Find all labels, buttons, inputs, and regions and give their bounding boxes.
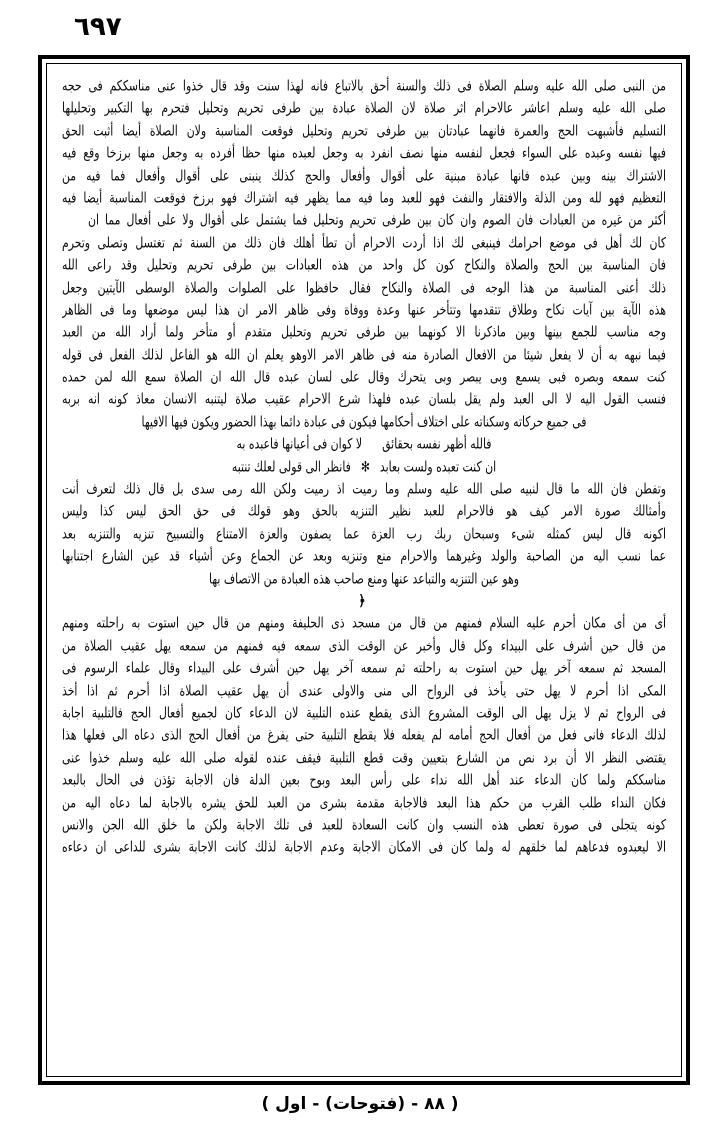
body-line-text: فنسب القول اليه لا الى العبد ولم يقل بلسان عبده فلهذا شرع الاحرام عقيب صلاة ليتنبه الانسان معاذ كونه انه بربه — [62, 391, 666, 408]
body-line-text: كونه يتجلى فى صورة تعطى هذه النسب وان كانت السعادة للعبد فى تلك الاجابة ولكن ما خلق الله الجن والانس — [62, 816, 666, 834]
body-line-text: عما نسب اليه من الصاحبة والولد وغيرهما والاحرام منع وتنزيه وبعد عن الجماع وعن أشياء قد عين الشارع اجتنابها — [62, 547, 666, 565]
verse-hemistich-2: لا كوان فى أعيانها فاعبده به — [236, 435, 363, 453]
body-line-text: فى جميع حركاته وسكناته على اختلاف أحكامها فيكون فى عبادة دائما بهذا الحضور ويكون فيها الافيها — [141, 413, 587, 431]
body-line-text: الا ليعبدوه فدعاهم لما خلقهم له ولما كان فى الامكان الاجابة وعدم الاجابة لذلك كانت الاجابة بشرى للداعى ان دعاءه — [62, 839, 666, 856]
body-line-text: فى الرواح ثم لا يزل يهل الى الوقت المشروع الذى يقطع عنده التلبية لان الدعاء كان لجميع أفعال الحج فالتلبية اجابة — [62, 704, 666, 722]
body-line-text: الاشتراك بينه وبين عبده فانها عبادة مبنية على أقوال وأفعال والحج كذلك ينبنى على أقوال وأفعال فما فيه من — [62, 167, 666, 184]
body-line-text: من النبى صلى الله عليه وسلم الصلاة فى ذلك والسنة أحق بالاتباع فانه لهذا سنت وقد قال خذوا عنى مناسككم فى حجه — [62, 77, 666, 95]
footer-signature-text: ( ٨٨ - (فتوحات) - اول ) — [261, 1094, 459, 1114]
body-line-text: فان المناسبة بين الحج والصلاة والنكاح كون كل واحد من هذه العبادات بين طرفى تحريم وتحليل وقد راعى الله — [62, 256, 666, 274]
body-line-text: المسجد ثم سمعه آخر يهل حين استوت به راحلته ثم سمعه آخر يهل حين أشرف على البيداء وقال علماء الرسوم فى — [62, 659, 666, 677]
body-line-text: وأمثالك صورة الامر كيف هو فالاحرام للعبد نظير التنزيه بالحق وهو قولك فى حق الحق ليس كذا وليس — [62, 503, 666, 520]
verse-hemistich-1: ان كنت تعبده ولست بعابد — [379, 458, 497, 475]
body-line-text: من قال حين أشرف على البيداء وكل قال وأخبر عن الوقت الذى سمعه فيه فمنهم من سمعه يهل عقيب الصلاة من — [62, 637, 666, 655]
body-line-text: فيما نبهه به أن لا يفعل شيئا من الافعال الصادرة منه فى ظاهر الامر الاوهو يعلم ان الله هو الفاعل لذلك الفعل فى قوله — [62, 346, 666, 363]
body-line-text: وهو عين التنزيه والتباعد عنها ومنع صاحب هذه العبادة من الاتصاف بها — [209, 570, 519, 587]
body-line-text: اكونه قال ليس كمثله شىء وسبحان ربك رب العزة عما يصفون والعزة الامتناع والتسبيح تنزيه والتنزيه بعد — [62, 525, 666, 543]
verse-hemistich-1: فالله أظهر نفسه بحقائق — [382, 435, 492, 453]
body-line-text: فكان النداء طلب القرب من حكم هذا البعد فالاجابة مقدمة بشرى من العبد للحق يشره بالاجابة لما دعاه اليه من — [62, 794, 666, 811]
body-line-text: كنت سمعه وبصره فبى يسمع وبى يبصر وبى يتحرك وقال على لسان عبده قال الله ان الصلاة سمع الله لمن حمده — [62, 368, 666, 386]
body-line-text: التعظيم فهو لله ومن الذلة والافتقار والنفث فهو للعبد وما فيه مما يظهر فيه اشتراك فهو برزخ فوقعت المناسبة أيضا فيه — [62, 189, 666, 207]
page-frame-outer — [38, 55, 690, 1085]
body-line-text: مناسككم ولما كان الدعاء عند أهل الله نداء على رأس البعد وبوح بعين الدلة فان الاجابة تؤذن فى الحال بالبعد — [62, 771, 666, 789]
body-line-text: وتفطن فان الله ما قال لنبيه صلى الله عليه وسلم وما رميت اذ رميت ولكن الله رمى سدى بل قال ذلك لتعرف أنت — [62, 480, 666, 498]
footer-signature — [0, 1094, 720, 1114]
page-frame-inner — [46, 63, 682, 1077]
verse-separator: ✻ — [360, 458, 370, 475]
body-line-text: المكى اذا أحرم لا يهل حتى يأخذ فى الرواح الى منى والاولى عندى أن يهل عقيب الصلاة اذا أحرم ثم اذا أخذ — [62, 682, 666, 699]
verse-hemistich-2: فانظر الى قولى لعلك تنتبه — [231, 458, 351, 475]
body-line-text: فيها نفسه وعبده على السواء فجعل لنفسه منها نصف انفرد به وجعل لعبده منها حظا أفرده به وجعل منها برزخا وقع فيه — [62, 144, 666, 162]
body-line-text: ذلك أعنى المناسبة من هذا الوجه فى الصلاة والنكاح فقال حافظوا على الصلوات والصلاة الوسطى الآيتين وجعل — [62, 279, 666, 296]
body-line — [62, 834, 666, 860]
body-line-text: وجه مناسب للجمع بينها وبين ماذكرنا الا كونهما بين طرفى تحريم وتحليل متقدم أو متأخر ولما أراد الله من العبد — [62, 324, 666, 341]
text-body — [58, 71, 670, 1069]
body-line-text: لذلك الدعاء فانى فعل من أفعال الحج أمامه لم يفعله فلا يقطع التلبية حتى يفرغ من أفعال الحج الذى دعاه الى فعلها هذا — [62, 727, 666, 744]
body-line-text: أكثر من غيره من العبادات فان الصوم وان كان بين طرفى تحريم وتحليل فما يشتمل على أقوال ولا على أفعال مما ان — [88, 212, 666, 229]
body-line-text: هذه الآية بين آيات نكاح وطلاق تتقدمها وتتأخر عنها وعدة ووفاة وفى ظاهر الامر ان هذا ليس موضعها وما فى الظاهر — [62, 301, 666, 319]
body-line-text: أى من أى مكان أحرم عليه السلام فمنهم من قال من مسجد ذى الحليفة ومنهم من قال حين استوت به راحلته ومنهم — [62, 615, 666, 632]
page-number: ٦٩٧ — [74, 12, 122, 42]
ornament-start-icon: ﴿ — [358, 591, 366, 610]
body-line-text: التسليم فأشبهت الحج والعمرة فانهما عبادتان بين طرفى تحريم وتحليل فوقعت المناسبة ولان الصلاة أيضا أثبت الحق — [62, 122, 666, 140]
body-line-text: صلى الله عليه وسلم اعاشر عالاحرام اثر صلاة لان الصلاة عبادة بين طرفى تحريم وتحليل فتحرم بها التكبير وتحليلها — [62, 100, 666, 117]
body-line-text: كان لك أهل فى موضع احرامك فينبغى لك اذا أردت الاحرام أن تطأ أهلك فان ذلك من السنة ثم تغتسل وتصلى وتحرم — [62, 234, 666, 251]
body-line-text: يقتضى النظر الا أن برد نص من الشارع بتعيين وقت قطع التلبية فيقف عنده لقوله صلى الله عليه وسلم خذوا عنى — [62, 749, 666, 766]
